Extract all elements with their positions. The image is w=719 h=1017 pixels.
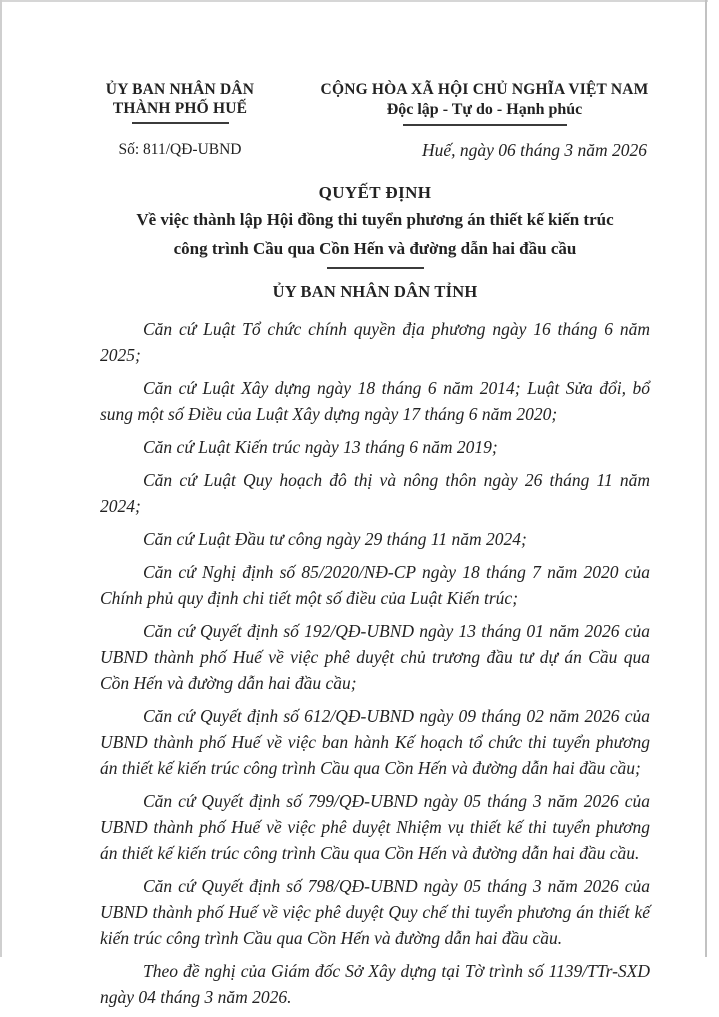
document-subject-line1: Về việc thành lập Hội đồng thi tuyển phương án thiết kế kiến trúc [136, 210, 614, 229]
place-date-line: Huế, ngày 06 tháng 3 năm 2026 [421, 140, 647, 160]
legal-basis-paragraph: Căn cứ Nghị định số 85/2020/NĐ-CP ngày 18 tháng 7 năm 2020 của Chính phủ quy định chi tiết một số điều của Luật Kiến trúc; [100, 562, 650, 608]
header-left-rule [132, 122, 229, 124]
legal-basis-paragraph: Căn cứ Luật Kiến trúc ngày 13 tháng 6 năm 2019; [143, 437, 498, 457]
document-number: Số: 811/QĐ-UBND [118, 141, 242, 158]
legal-basis-paragraph: Căn cứ Quyết định số 612/QĐ-UBND ngày 09 tháng 02 năm 2026 của UBND thành phố Huế về việc ban hành Kế hoạch tổ chức thi tuyển phương án thiết kế kiến trúc công trình Cầu qua Cồn Hến và đường dẫn hai đầu cầu; [100, 706, 650, 778]
document-type-title: QUYẾT ĐỊNH [318, 183, 432, 202]
title-rule [327, 267, 424, 269]
national-heading-block [312, 80, 657, 161]
header-right-rule [403, 124, 567, 126]
issuing-authority-city: THÀNH PHỐ HUẾ [112, 100, 248, 117]
legal-basis-paragraph: Căn cứ Quyết định số 799/QĐ-UBND ngày 05 tháng 3 năm 2026 của UBND thành phố Huế về việc phê duyệt Nhiệm vụ thiết kế thi tuyển phương án thiết kế kiến trúc công trình Cầu qua Cồn Hến và đường dẫn hai đầu cầu. [100, 791, 650, 863]
title-block [100, 183, 650, 302]
legal-basis-paragraph: Căn cứ Luật Quy hoạch đô thị và nông thôn ngày 26 tháng 11 năm 2024; [100, 470, 650, 516]
document-body [100, 316, 650, 1010]
national-title: CỘNG HÒA XÃ HỘI CHỦ NGHĨA VIỆT NAM [320, 81, 649, 98]
national-motto: Độc lập - Tự do - Hạnh phúc [386, 101, 583, 118]
issuing-authority-name: ỦY BAN NHÂN DÂN [105, 81, 255, 98]
issuer-heading: ỦY BAN NHÂN DÂN TỈNH [272, 282, 478, 301]
document-subject-line2: công trình Cầu qua Cồn Hến và đường dẫn hai đầu cầu [173, 239, 577, 258]
legal-basis-paragraph: Căn cứ Luật Tổ chức chính quyền địa phương ngày 16 tháng 6 năm 2025; [100, 319, 650, 365]
legal-basis-paragraph: Căn cứ Luật Đầu tư công ngày 29 tháng 11 năm 2024; [143, 529, 527, 549]
legal-basis-paragraph: Căn cứ Quyết định số 192/QĐ-UBND ngày 13 tháng 01 năm 2026 của UBND thành phố Huế về việc phê duyệt chủ trương đầu tư dự án Cầu qua Cồn Hến và đường dẫn hai đầu cầu; [100, 621, 650, 693]
proposal-paragraph: Theo đề nghị của Giám đốc Sở Xây dựng tại Tờ trình số 1139/TTr-SXD ngày 04 tháng 3 năm 2026. [100, 961, 650, 1007]
document-header [0, 80, 719, 161]
legal-basis-paragraph: Căn cứ Quyết định số 798/QĐ-UBND ngày 05 tháng 3 năm 2026 của UBND thành phố Huế về việc phê duyệt Quy chế thi tuyển phương án thiết kế kiến trúc công trình Cầu qua Cồn Hến và đường dẫn hai đầu cầu. [100, 876, 650, 948]
legal-basis-paragraph: Căn cứ Luật Xây dựng ngày 18 tháng 6 năm 2014; Luật Sửa đổi, bổ sung một số Điều của Luật Xây dựng ngày 17 tháng 6 năm 2020; [100, 378, 650, 424]
issuing-authority-block [55, 80, 305, 159]
